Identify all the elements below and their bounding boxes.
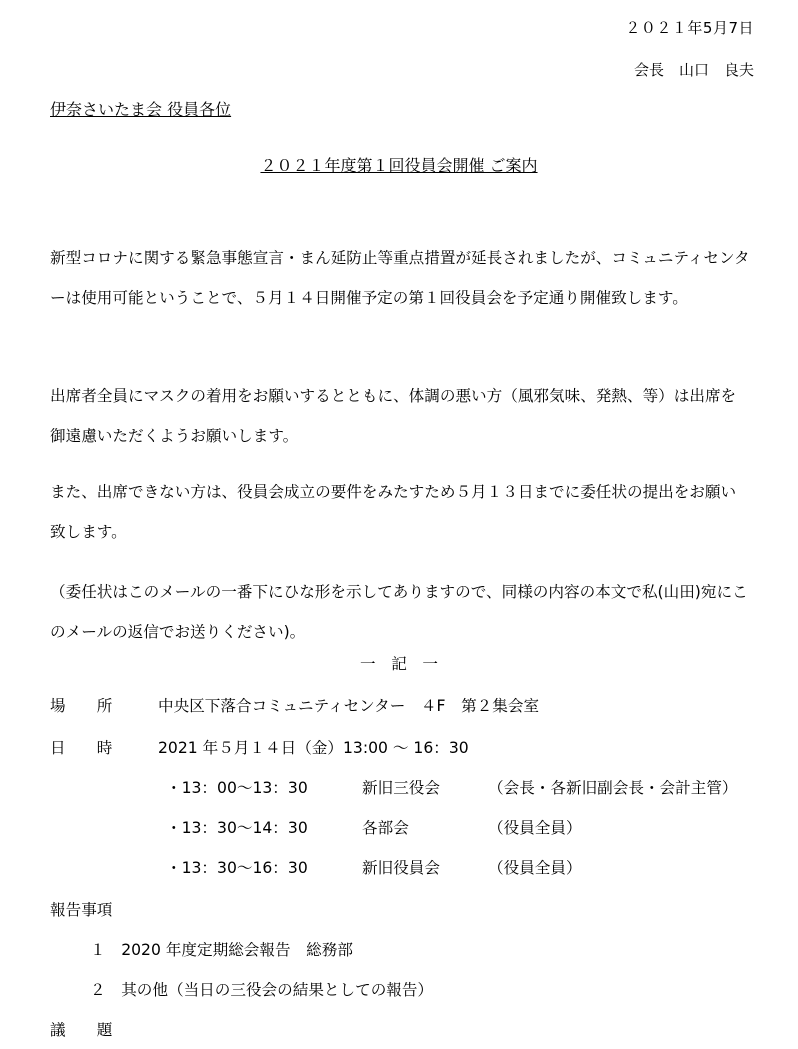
agenda-heading: 議 題 <box>50 1021 113 1039</box>
body-paragraph-1: 新型コロナに関する緊急事態宣言・まん延防止等重点措置が延長されましたが、コミュニティセンターは使用可能ということで、５月１４日開催予定の第１回役員会を予定通り開催致します。 <box>50 249 750 307</box>
document-title: ２０２１年度第１回役員会開催 ご案内 <box>260 156 538 175</box>
body-paragraph-4: （委任状はこのメールの一番下にひな形を示してありますので、同様の内容の本文で私(山田)宛にこのメールの返信でお送りください)。 <box>50 583 748 641</box>
schedule-name: 新旧役員会 <box>362 859 440 877</box>
place-value: 中央区下落合コミュニティセンター ４F 第２集会室 <box>158 697 540 715</box>
schedule-time: ・13：30～16：30 <box>166 859 308 877</box>
document-author: 会長 山口 良夫 <box>633 61 754 79</box>
schedule-members: （会長・各新旧副会長・会計主管） <box>488 779 738 797</box>
body-paragraph-2: 出席者全員にマスクの着用をお願いするとともに、体調の悪い方（風邪気味、発熱、等）は出席を御遠慮いただくようお願いします。 <box>50 387 737 445</box>
body-paragraph-3: また、出席できない方は、役員会成立の要件をみたすため５月１３日までに委任状の提出をお願い致します。 <box>50 483 737 541</box>
schedule-members: （役員全員） <box>488 859 582 877</box>
recipient-line: 伊奈さいたま会 役員各位 <box>50 100 232 119</box>
datetime-label: 日 時 <box>50 739 113 757</box>
ki-heading: 一 記 一 <box>360 655 438 673</box>
schedule-members: （役員全員） <box>488 819 582 837</box>
document-date: ２０２１年5月7日 <box>625 19 754 37</box>
schedule-time: ・13：00～13：30 <box>166 779 308 797</box>
schedule-name: 新旧三役会 <box>362 779 440 797</box>
place-label: 場 所 <box>50 697 113 715</box>
schedule-item <box>166 858 582 878</box>
schedule-name: 各部会 <box>362 819 409 837</box>
reports-heading: 報告事項 <box>50 901 113 919</box>
schedule-time: ・13：30～14：30 <box>166 819 308 837</box>
schedule-item <box>166 778 738 798</box>
report-item: ２ 其の他（当日の三役会の結果としての報告） <box>90 981 434 999</box>
report-item: １ 2020 年度定期総会報告 総務部 <box>90 941 353 959</box>
datetime-value: 2021 年５月１４日（金）13:00 ～ 16：30 <box>158 739 469 757</box>
schedule-item <box>166 818 582 838</box>
